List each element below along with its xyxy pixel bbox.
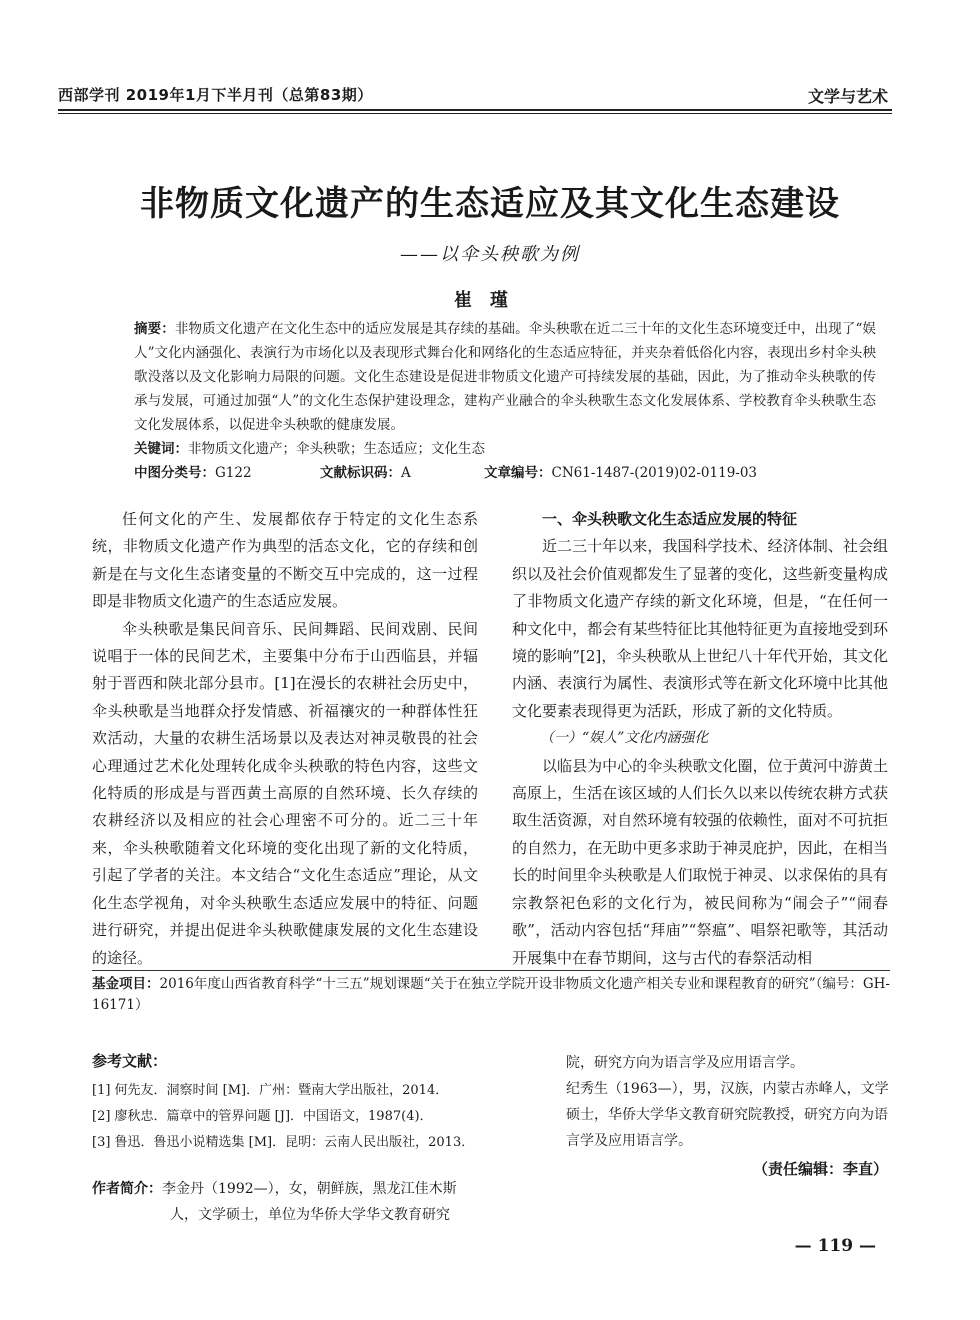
body-paragraph: 任何文化的产生、发展都依存于特定的文化生态系统，非物质文化遗产作为典型的活态文化，它的存续和创新是在与文化生态诸变量的不断交互中完成的，这一过程即是非物质文化遗产的生态适应发展。 [92,510,478,611]
author-bio-continuation: 人，文学硕士，单位为华侨大学华文教育研究 [170,1207,450,1223]
page-number: — 119 — [794,1236,876,1256]
article-no-value: CN61-1487-(2019)02-0119-03 [551,465,758,481]
author-bio-right [566,1050,890,1154]
article-no-label: 文章编号： [484,465,552,481]
keywords-label: 关键词： [134,441,188,457]
references-heading: 参考文献： [92,1052,168,1070]
subsection-heading: （一）“娱人”文化内涵强化 [540,730,709,747]
author-bio-line: 李金丹（1992—），女，朝鲜族，黑龙江佳木斯 [162,1181,457,1197]
reference-item: [1] 何先友．洞察时间 [M]．广州：暨南大学出版社，2014． [92,1083,449,1098]
references-list [92,1078,512,1156]
clc-value: G122 [215,465,252,481]
fund-label: 基金项目： [92,976,160,992]
article-subtitle: ——以伞头秧歌为例 [400,244,580,265]
author-bio-label: 作者简介： [92,1181,162,1197]
section-heading: 一、伞头秧歌文化生态适应发展的特征 [542,510,798,528]
section-label: 文学与艺术 [807,87,888,106]
doc-code-value: A [401,465,411,481]
fund-note [92,974,890,1016]
keywords-text: 非物质文化遗产；伞头秧歌；生态适应；文化生态 [188,441,485,457]
header-rule [58,109,892,111]
journal-header: 西部学刊 2019年1月下半月刊（总第83期） [58,86,373,104]
editor-credit: （责任编辑：李直） [752,1160,888,1178]
body-left-column [92,506,478,972]
reference-item: [2] 廖秋忠．篇章中的管界问题 [J]．中国语文，1987(4)． [92,1109,433,1124]
author-bio-continuation-right: 院，研究方向为语言学及应用语言学。 [566,1055,804,1071]
reference-item: [3] 鲁迅．鲁迅小说精选集 [M]．昆明：云南人民出版社，2013． [92,1135,475,1150]
author-bio [92,1176,484,1202]
body-paragraph: 以临县为中心的伞头秧歌文化圈，位于黄河中游黄土高原上，生活在该区域的人们长久以来以传统农耕方式获取生活资源，对自然环境有较强的依赖性，面对不可抗拒的自然力，在无助中更多求助于神灵庇护，因此，在相当长的时间里伞头秧歌是人们取悦于神灵、以求保佑的具有宗教祭祀色彩的文化行为，被民间称为“闹会子”“闹春歌”，活动内容包括“拜庙”“祭瘟”、唱祭祀歌等，其活动开展集中在春节期间，这与古代的春祭活动相 [512,756,888,967]
body-paragraph: 近二三十年以来，我国科学技术、经济体制、社会组织以及社会价值观都发生了显著的变化，这些新变量构成了非物质文化遗产存续的新文化环境，但是，“在任何一种文化中，都会有某些特征比其他特征更为直接地受到环境的影响”[2]，伞头秧歌从上世纪八十年代开始，其文化内涵、表演行为属性、表演形式等在新文化环境中比其他文化要素表现得更为活跃，形成了新的文化特质。 [512,537,888,720]
second-author-bio: 纪秀生（1963—），男，汉族，内蒙古赤峰人，文学硕士，华侨大学华文教育研究院教授，研究方向为语言学及应用语言学。 [566,1081,889,1149]
article-title: 非物质文化遗产的生态适应及其文化生态建设 [140,184,840,224]
abstract-text: 非物质文化遗产在文化生态中的适应发展是其存续的基础。伞头秧歌在近二三十年的文化生态环境变迁中，出现了“娱人”文化内涵强化、表演行为市场化以及表现形式舞台化和网络化的生态适应特征，并夹杂着低俗化内容，表现出乡村伞头秧歌没落以及文化影响力局限的问题。文化生态建设是促进非物质文化遗产可持续发展的基础，因此，为了推动伞头秧歌的传承与发展，可通过加强“人”的文化生态保护建设理念，建构产业融合的伞头秧歌生态文化发展体系、学校教育伞头秧歌生态文化发展体系，以促进伞头秧歌的健康发展。 [134,321,876,433]
abstract-label: 摘要： [134,321,175,337]
footnote-rule [92,970,890,971]
fund-text: 2016年度山西省教育科学“十三五”规划课题“关于在独立学院开设非物质文化遗产相关专业和课程教育的研究”（编号：GH-16171） [92,976,890,1013]
article-author: 崔瑾 [454,290,526,311]
clc-label: 中图分类号： [134,465,215,481]
keywords [134,437,876,461]
body-paragraph: 伞头秧歌是集民间音乐、民间舞蹈、民间戏剧、民间说唱于一体的民间艺术，主要集中分布于山西临县，并辐射于晋西和陕北部分县市。[1]在漫长的农耕社会历史中，伞头秧歌是当地群众抒发情感、祈福禳灾的一种群体性狂欢活动，大量的农耕生活场景以及表达对神灵敬畏的社会心理通过艺术化处理转化成伞头秧歌的特色内容，这些文化特质的形成是与晋西黄土高原的自然环境、长久存续的农耕经济以及相应的社会心理密不可分的。近二三十年来，伞头秧歌随着文化环境的变化出现了新的文化特质，引起了学者的关注。本文结合“文化生态适应”理论，从文化生态学视角，对伞头秧歌生态适应发展中的特征、问题进行研究，并提出促进伞头秧歌健康发展的文化生态建设的途径。 [92,619,478,967]
classification-line [134,461,876,485]
header-rule-thin [58,113,892,114]
body-right-column [512,506,888,972]
abstract [134,317,876,437]
doc-code-label: 文献标识码： [320,465,401,481]
